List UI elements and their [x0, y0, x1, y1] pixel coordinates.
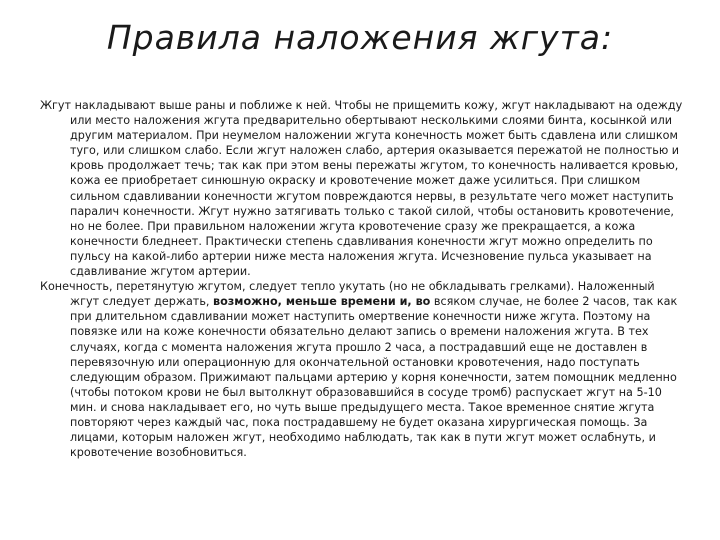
paragraph-tourniquet-duration [40, 279, 685, 460]
paragraph-bold-emphasis: возможно, меньше времени и, во [213, 295, 431, 309]
paragraph-text-start: Конечность, перетянутую жгутом, следует тепло укутать (но не обкладывать грелками). Наложенный жгут следует держать, [40, 280, 655, 309]
paragraph-text-end: всяком случае, не более 2 часов, так как при длительном сдавливании может наступить омертвение конечности ниже жгута. Поэтому на повязке или на коже конечности обязательно делают запись о времени наложения жгута. В тех случаях, когда с момента наложения жгута прошло 2 часа, а пострадавший еще не доставлен в перевязочную или операционную для окончательной остановки кровотечения, надо поступать следующим образом. Прижимают пальцами артерию у корня конечности, затем помощник медленно (чтобы потоком крови не был вытолкнут образовавшийся в сосуде тромб) распускает жгут на 5-10 мин. и снова накладывает его, но чуть выше предыдущего места. Такое временное снятие жгута повторяют через каждый час, пока пострадавшему не будет оказана хирургическая помощь. За лицами, которым наложен жгут, необходимо наблюдать, так как в пути жгут может ослабнуть, и кровотечение возобновиться. [70, 295, 678, 460]
slide-body [40, 98, 685, 460]
slide-title: Правила наложения жгута: [106, 18, 614, 57]
paragraph-tourniquet-application: Жгут накладывают выше раны и поближе к ней. Чтобы не прищемить кожу, жгут накладывают на одежду или место наложения жгута предварительно обертывают несколькими слоями бинта, косынкой или другим материалом. При неумелом наложении жгута конечность может быть сдавлена или слишком туго, или слишком слабо. Если жгут наложен слабо, артерия оказывается пережатой не полностью и кровь продолжает течь; так как при этом вены пережаты жгутом, то конечность наливается кровью, кожа ее приобретает синюшную окраску и кровотечение может даже усилиться. При слишком сильном сдавливании конечности жгутом повреждаются нервы, в результате чего может наступить паралич конечности. Жгут нужно затягивать только с такой силой, чтобы остановить кровотечение, но не более. При правильном наложении жгута кровотечение сразу же прекращается, а кожа конечности бледнеет. Практически степень сдавливания конечности жгут можно определить по пульсу на какой-либо артерии ниже места наложения жгута. Исчезновение пульса указывает на сдавливание жгутом артерии. [40, 99, 683, 279]
